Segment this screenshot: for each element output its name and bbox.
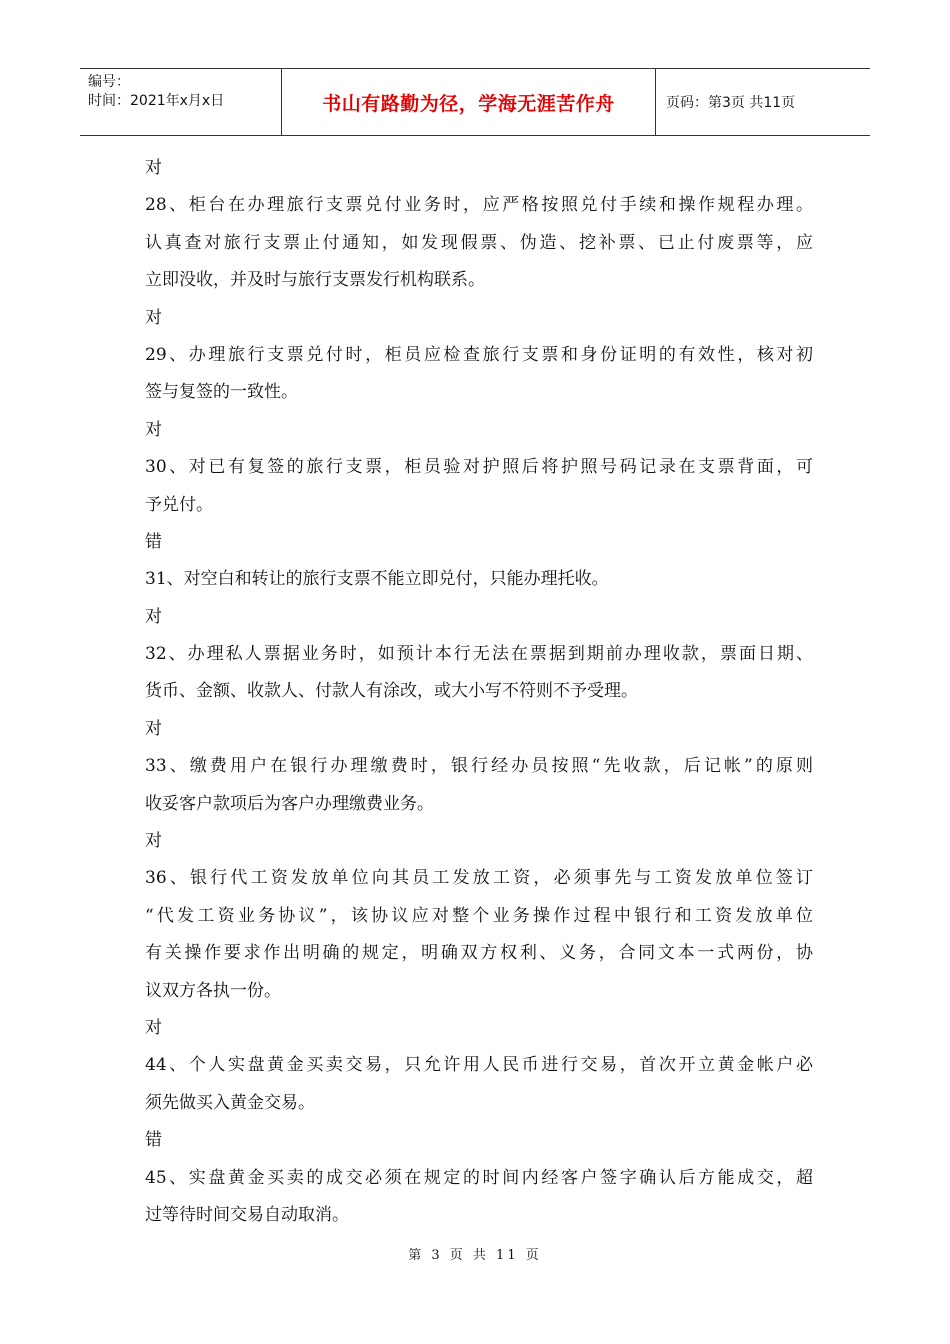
document-header bbox=[80, 68, 870, 136]
answer-line: 对 bbox=[145, 307, 162, 328]
text-line: 过等待时间交易自动取消。 bbox=[145, 1204, 349, 1225]
header-page-info: 页码：第3页 共11页 bbox=[666, 95, 796, 111]
text-line: “代发工资业务协议”，该协议应对整个业务操作过程中银行和工资发放单位 bbox=[145, 905, 813, 926]
page-footer: 第 3 页 共 11 页 bbox=[408, 1248, 542, 1263]
text-line: 45、实盘黄金买卖的成交必须在规定的时间内经客户签字确认后方能成交，超 bbox=[145, 1167, 813, 1188]
text-line: 认真查对旅行支票止付通知，如发现假票、伪造、挖补票、已止付废票等，应 bbox=[145, 232, 813, 253]
answer-line: 错 bbox=[145, 531, 162, 552]
header-meta bbox=[80, 69, 282, 135]
answer-line: 错 bbox=[145, 1130, 162, 1151]
document-body bbox=[145, 150, 813, 1234]
text-line: 29、办理旅行支票兑付时，柜员应检查旅行支票和身份证明的有效性，核对初 bbox=[145, 344, 813, 365]
text-line: 议双方各执一份。 bbox=[145, 980, 281, 1001]
answer-line: 对 bbox=[145, 718, 162, 739]
text-line: 立即没收，并及时与旅行支票发行机构联系。 bbox=[145, 270, 485, 291]
answer-line: 对 bbox=[145, 1017, 162, 1038]
text-line: 30、对已有复签的旅行支票，柜员验对护照后将护照号码记录在支票背面，可 bbox=[145, 457, 813, 478]
text-line: 33、缴费用户在银行办理缴费时，银行经办员按照“先收款，后记帐”的原则 bbox=[145, 756, 813, 777]
text-line: 须先做买入黄金交易。 bbox=[145, 1092, 315, 1113]
text-line: 签与复签的一致性。 bbox=[145, 382, 298, 403]
answer-line: 对 bbox=[145, 158, 162, 178]
text-line: 有关操作要求作出明确的规定，明确双方权利、义务，合同文本一式两份，协 bbox=[145, 943, 813, 964]
document-time-label: 时间：2021年x月x日 bbox=[88, 93, 225, 109]
text-line: 28、柜台在办理旅行支票兑付业务时，应严格按照兑付手续和操作规程办理。 bbox=[145, 195, 813, 216]
header-motto: 书山有路勤为径，学海无涯苦作舟 bbox=[282, 69, 656, 135]
answer-line: 对 bbox=[145, 831, 162, 852]
text-line: 31、对空白和转让的旅行支票不能立即兑付，只能办理托收。 bbox=[145, 569, 609, 590]
text-line: 收妥客户款项后为客户办理缴费业务。 bbox=[145, 793, 434, 814]
answer-line: 对 bbox=[145, 419, 162, 440]
text-line: 44、个人实盘黄金买卖交易，只允许用人民币进行交易，首次开立黄金帐户必 bbox=[145, 1055, 813, 1076]
text-line: 予兑付。 bbox=[145, 494, 213, 515]
text-line: 36、银行代工资发放单位向其员工发放工资，必须事先与工资发放单位签订 bbox=[145, 868, 813, 889]
answer-line: 对 bbox=[145, 606, 162, 627]
text-line: 32、办理私人票据业务时，如预计本行无法在票据到期前办理收款，票面日期、 bbox=[145, 644, 813, 665]
text-line: 货币、金额、收款人、付款人有涂改，或大小写不符则不予受理。 bbox=[145, 681, 638, 702]
document-number-label: 编号： bbox=[88, 74, 130, 90]
